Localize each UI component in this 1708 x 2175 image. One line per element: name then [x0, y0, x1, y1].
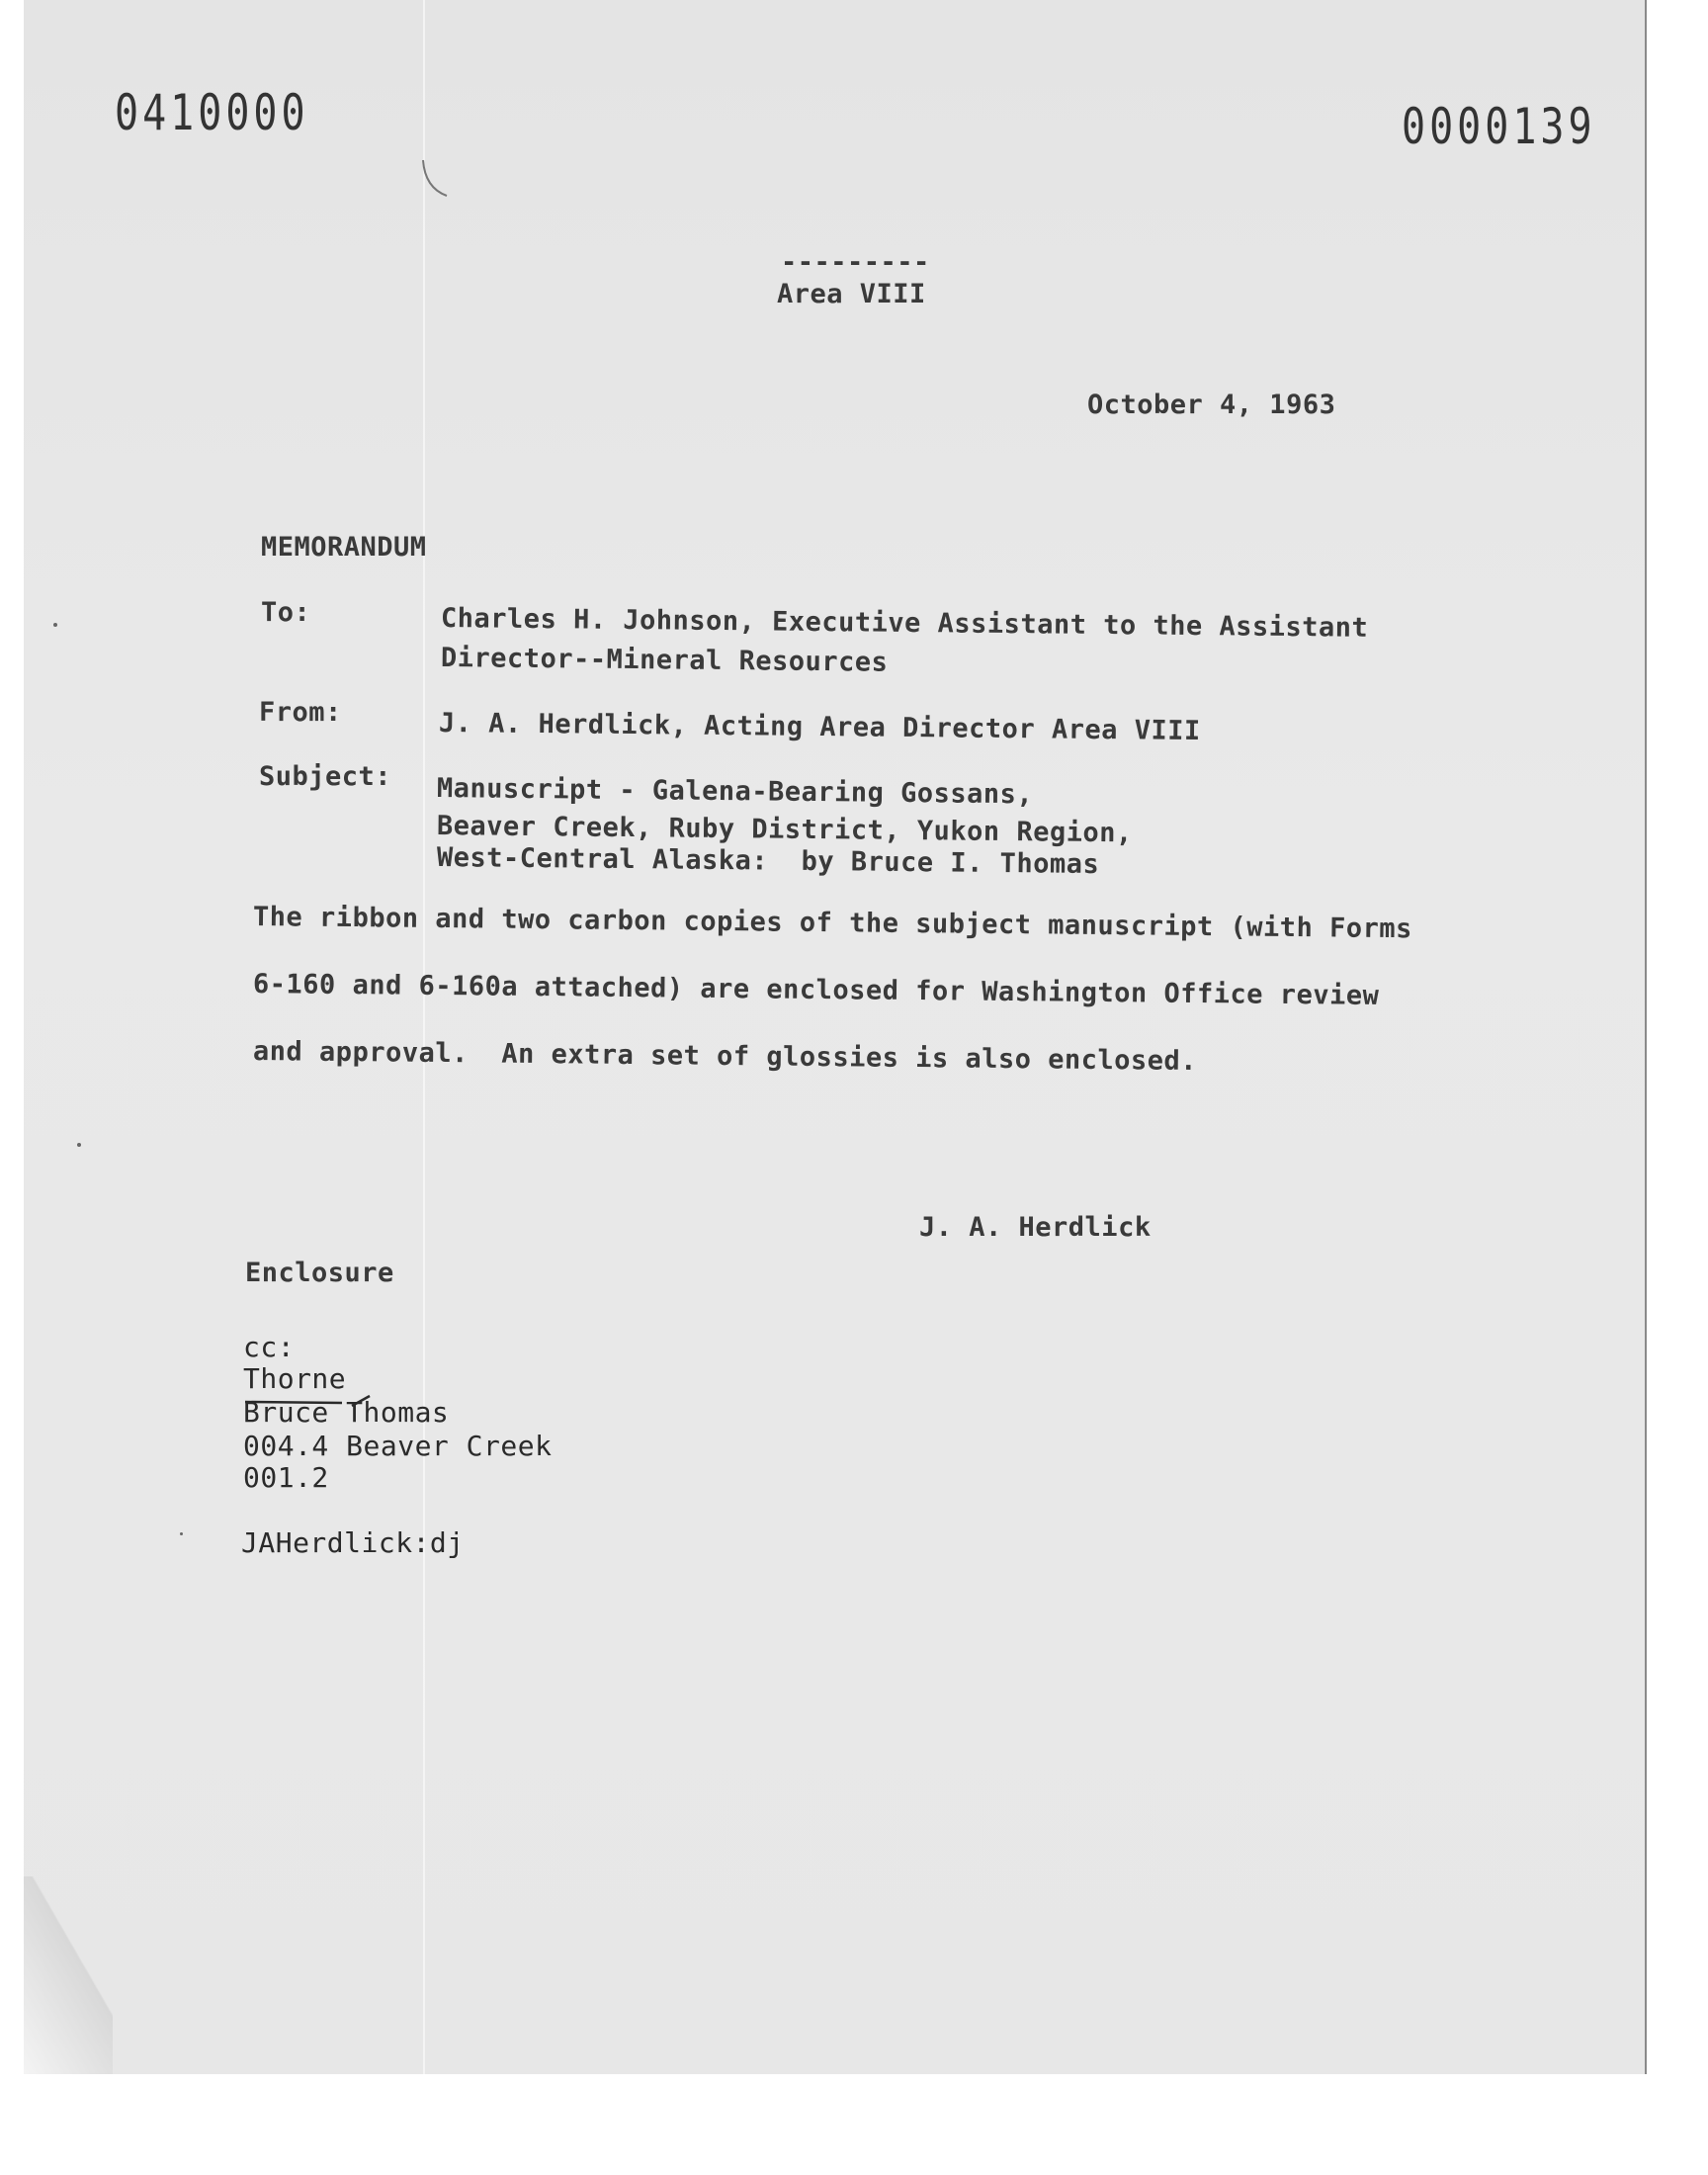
scan-speck	[180, 1532, 183, 1535]
typist-initials: JAHerdlick:dj	[241, 1526, 465, 1559]
subject-label: Subject:	[259, 761, 392, 792]
cc-file-code: 001.2	[243, 1461, 329, 1494]
pencil-mark-icon	[421, 158, 451, 198]
page-number-right: 0000139	[1402, 99, 1596, 156]
scan-speck	[53, 623, 57, 627]
from-value: J. A. Herdlick, Acting Area Director Area VIII	[438, 708, 1201, 747]
enclosure-note: Enclosure	[245, 1258, 394, 1288]
header-dash-line: ---------	[781, 247, 930, 278]
area-heading: Area VIII	[777, 279, 926, 309]
cc-label: cc:	[243, 1331, 296, 1363]
to-line: Charles H. Johnson, Executive Assistant to the Assistant	[440, 603, 1369, 644]
to-line: Director--Mineral Resources	[440, 643, 889, 678]
subject-line: Beaver Creek, Ruby District, Yukon Region,	[436, 811, 1133, 849]
memo-title: MEMORANDUM	[261, 532, 427, 563]
cc-file-code: 004.4 Beaver Creek	[243, 1430, 553, 1462]
folded-corner	[24, 1876, 113, 2074]
subject-line: West-Central Alaska: by Bruce I. Thomas	[436, 842, 1100, 881]
cc-recipient: Bruce Thomas	[243, 1396, 450, 1429]
subject-line: Manuscript - Galena-Bearing Gossans,	[436, 773, 1034, 811]
body-line: The ribbon and two carbon copies of the subject manuscript (with Forms	[252, 902, 1412, 945]
cc-recipient: Thorne	[243, 1362, 347, 1395]
body-line: 6-160 and 6-160a attached) are enclosed for Washington Office review	[252, 969, 1380, 1011]
from-label: From:	[259, 697, 342, 728]
to-label: To:	[261, 597, 311, 628]
signature-name: J. A. Herdlick	[919, 1212, 1152, 1243]
memo-date: October 4, 1963	[1087, 390, 1336, 420]
page-number-left: 0410000	[115, 85, 309, 142]
scan-speck	[77, 1143, 81, 1147]
body-line: and approval. An extra set of glossies is also enclosed.	[252, 1036, 1198, 1078]
